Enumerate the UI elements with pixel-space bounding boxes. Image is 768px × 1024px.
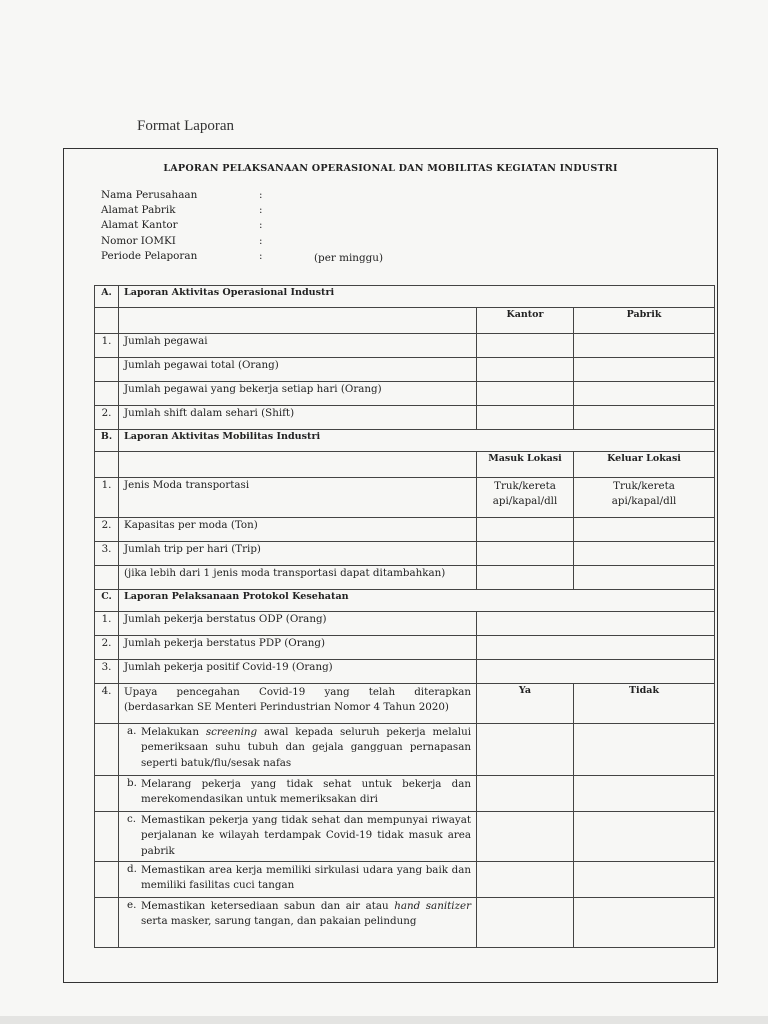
section-b-header [95, 430, 715, 452]
row-number [95, 382, 119, 406]
section-title: Laporan Aktivitas Mobilitas Industri [119, 430, 715, 452]
info-colon: : [259, 219, 263, 232]
row-number: 2. [95, 518, 119, 542]
report-frame [63, 148, 718, 983]
section-letter: C. [95, 590, 119, 612]
table-row [95, 518, 715, 542]
row-label: Jumlah trip per hari (Trip) [119, 542, 477, 566]
table-row [95, 862, 715, 898]
input-cell[interactable] [574, 334, 715, 358]
checkbox-cell-ya[interactable] [477, 776, 574, 812]
col-header-tidak: Tidak [574, 684, 715, 724]
table-row [95, 660, 715, 684]
table-row [95, 566, 715, 590]
row4-line1: Upaya pencegahan Covid-19 yang telah diterapkan [124, 686, 471, 698]
row-label: Jumlah pekerja positif Covid-19 (Orang) [119, 660, 477, 684]
table-row [95, 382, 715, 406]
row-label: Jumlah pegawai yang bekerja setiap hari (Orang) [119, 382, 477, 406]
row-number: 3. [95, 542, 119, 566]
section-c-header [95, 590, 715, 612]
input-cell[interactable] [477, 542, 574, 566]
col-header-kantor: Kantor [477, 308, 574, 334]
item-mark: a. [127, 725, 137, 737]
row-label: a. Melakukan screening awal kepada seluruh pekerja melalui pemeriksaan suhu tubuh dan gejala gangguan pernapasan seperti batuk/flu/sesak nafas [119, 724, 477, 776]
item-mark: b. [127, 777, 137, 789]
row-label: b. Melarang pekerja yang tidak sehat untuk bekerja dan merekomendasikan untuk memeriksakan diri [119, 776, 477, 812]
row4-line2: (berdasarkan SE Menteri Perindustrian Nomor 4 Tahun 2020) [124, 700, 449, 713]
transport-mode-in[interactable]: Truk/kereta api/kapal/dll [477, 478, 574, 518]
input-cell[interactable] [477, 382, 574, 406]
col-header-ya: Ya [477, 684, 574, 724]
report-title: LAPORAN PELAKSANAAN OPERASIONAL DAN MOBILITAS KEGIATAN INDUSTRI [163, 163, 618, 174]
checkbox-cell-ya[interactable] [477, 898, 574, 948]
input-cell[interactable] [477, 612, 715, 636]
info-colon: : [259, 189, 263, 201]
report-table [94, 285, 715, 948]
table-row [95, 684, 715, 724]
item-mark: c. [127, 813, 137, 825]
period-note: (per minggu) [314, 251, 384, 264]
table-row [95, 812, 715, 862]
row-label: Jumlah pekerja berstatus PDP (Orang) [119, 636, 477, 660]
input-cell[interactable] [477, 406, 574, 430]
row-label: Jumlah pekerja berstatus ODP (Orang) [119, 612, 477, 636]
table-row [95, 776, 715, 812]
info-label: Periode Pelaporan [101, 249, 198, 262]
table-row [95, 308, 715, 334]
row-number [95, 566, 119, 590]
table-row [95, 452, 715, 478]
input-cell[interactable] [477, 566, 574, 590]
section-letter: A. [95, 286, 119, 308]
section-letter: B. [95, 430, 119, 452]
row-number: 1. [95, 334, 119, 358]
table-row [95, 898, 715, 948]
row-label: (jika lebih dari 1 jenis moda transportasi dapat ditambahkan) [119, 566, 477, 590]
row-label: Jumlah shift dalam sehari (Shift) [119, 406, 477, 430]
row-label: e. Memastikan ketersediaan sabun dan air atau hand sanitizer serta masker, sarung tangan, dan pakaian pelindung [119, 898, 477, 948]
section-a-header [95, 286, 715, 308]
info-colon: : [259, 204, 263, 217]
col-header-keluar: Keluar Lokasi [574, 452, 715, 478]
info-colon: : [259, 249, 263, 262]
row-label: Kapasitas per moda (Ton) [119, 518, 477, 542]
row-number: 2. [95, 636, 119, 660]
item-mark: e. [127, 899, 137, 911]
info-colon: : [259, 234, 263, 247]
input-cell[interactable] [574, 518, 715, 542]
row-number: 4. [95, 684, 119, 724]
table-row [95, 724, 715, 776]
row-number: 2. [95, 406, 119, 430]
col-header-masuk: Masuk Lokasi [477, 452, 574, 478]
table-row [95, 636, 715, 660]
info-label: Alamat Kantor [101, 219, 178, 232]
input-cell[interactable] [477, 660, 715, 684]
row-label: Jumlah pegawai [119, 334, 477, 358]
input-cell[interactable] [574, 566, 715, 590]
transport-mode-out[interactable]: Truk/kereta api/kapal/dll [574, 478, 715, 518]
section-title: Laporan Pelaksanaan Protokol Kesehatan [119, 590, 715, 612]
table-row [95, 406, 715, 430]
checkbox-cell-tidak[interactable] [574, 724, 715, 776]
table-row [95, 478, 715, 518]
section-title: Laporan Aktivitas Operasional Industri [119, 286, 715, 308]
input-cell[interactable] [574, 406, 715, 430]
input-cell[interactable] [574, 382, 715, 406]
row-label: Jenis Moda transportasi [119, 478, 477, 518]
info-label: Nomor IOMKI [101, 234, 176, 247]
table-row [95, 334, 715, 358]
checkbox-cell-tidak[interactable] [574, 776, 715, 812]
input-cell[interactable] [477, 518, 574, 542]
table-row [95, 542, 715, 566]
row-label [119, 684, 477, 724]
row-number [95, 358, 119, 382]
checkbox-cell-ya[interactable] [477, 862, 574, 898]
input-cell[interactable] [477, 636, 715, 660]
doc-heading: Format Laporan [137, 118, 235, 134]
input-cell[interactable] [477, 358, 574, 382]
checkbox-cell-ya[interactable] [477, 724, 574, 776]
row-number: 3. [95, 660, 119, 684]
row-number: 1. [95, 478, 119, 518]
page-bottom-edge [0, 1016, 768, 1024]
input-cell[interactable] [477, 334, 574, 358]
input-cell[interactable] [574, 542, 715, 566]
checkbox-cell-tidak[interactable] [574, 862, 715, 898]
info-label: Nama Perusahaan [101, 189, 198, 201]
checkbox-cell-ya[interactable] [477, 812, 574, 862]
col-header-pabrik: Pabrik [574, 308, 715, 334]
table-row [95, 612, 715, 636]
item-mark: d. [127, 863, 137, 875]
checkbox-cell-tidak[interactable] [574, 898, 715, 948]
row-label: c. Memastikan pekerja yang tidak sehat dan mempunyai riwayat perjalanan ke wilayah terdampak Covid-19 tidak masuk area pabrik [119, 812, 477, 862]
row-number: 1. [95, 612, 119, 636]
row-label: d. Memastikan area kerja memiliki sirkulasi udara yang baik dan memiliki fasilitas cuci tangan [119, 862, 477, 898]
input-cell[interactable] [574, 358, 715, 382]
info-label: Alamat Pabrik [101, 204, 176, 217]
row-label: Jumlah pegawai total (Orang) [119, 358, 477, 382]
table-row [95, 358, 715, 382]
checkbox-cell-tidak[interactable] [574, 812, 715, 862]
